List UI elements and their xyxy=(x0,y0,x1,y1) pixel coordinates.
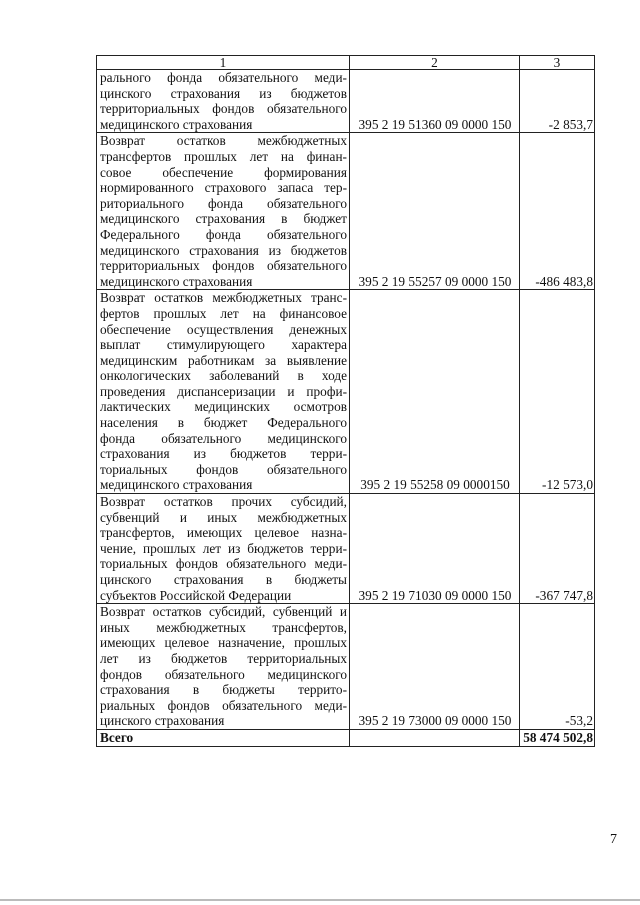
column-header: 3 xyxy=(520,56,595,70)
description-line: медицинского страхования xyxy=(100,116,253,132)
row-description xyxy=(97,604,350,730)
description-line: страхования в бюджеты террито- xyxy=(100,682,347,698)
description-line: цинского страхования из бюджетов xyxy=(100,85,347,101)
row-amount: -53,2 xyxy=(520,604,595,730)
row-amount: -12 573,0 xyxy=(520,290,595,494)
row-amount: -367 747,8 xyxy=(520,494,595,604)
description-line: медицинского страхования в бюджет xyxy=(100,211,347,227)
description-line: обеспечение осуществления денежных xyxy=(100,321,347,337)
description-line: фонда обязательного медицинского xyxy=(100,430,347,446)
table-row xyxy=(97,290,595,494)
row-description xyxy=(97,70,350,133)
description-line: медицинским работникам за выявление xyxy=(100,352,347,368)
description-line: чение, прошлых лет из бюджетов терри- xyxy=(100,540,347,556)
description-line: страхования из бюджетов терри- xyxy=(100,446,347,462)
row-code: 395 2 19 51360 09 0000 150 xyxy=(350,70,520,133)
description-line: Возврат остатков межбюджетных транс- xyxy=(100,290,347,306)
description-line: трансфертов, имеющих целевое назна- xyxy=(100,525,347,541)
description-line: нормированного страхового запаса тер- xyxy=(100,180,347,196)
description-line: фертов прошлых лет на финансовое xyxy=(100,305,347,321)
description-line: лет из бюджетов территориальных xyxy=(100,650,347,666)
description-line: медицинского страхования из бюджетов xyxy=(100,242,347,258)
page-number: 7 xyxy=(610,832,617,847)
description-line: имеющих целевое назначение, прошлых xyxy=(100,635,347,651)
total-label: Всего xyxy=(97,729,350,746)
description-line: цинского страхования xyxy=(100,713,225,729)
total-code xyxy=(350,729,520,746)
row-amount: -486 483,8 xyxy=(520,133,595,290)
column-header: 1 xyxy=(97,56,350,70)
description-line: онкологических заболеваний в ходе xyxy=(100,368,347,384)
row-code: 395 2 19 55258 09 0000150 xyxy=(350,290,520,494)
description-line: медицинского страхования xyxy=(100,477,253,493)
table-row xyxy=(97,133,595,290)
description-line: территориальных фондов обязательного xyxy=(100,258,347,274)
table-row xyxy=(97,604,595,730)
description-line: Возврат остатков прочих субсидий, xyxy=(100,494,347,510)
budget-table xyxy=(96,55,595,747)
description-line: Федерального фонда обязательного xyxy=(100,226,347,242)
description-line: совое обеспечение формирования xyxy=(100,164,347,180)
row-amount: -2 853,7 xyxy=(520,70,595,133)
description-line: медицинского страхования xyxy=(100,273,253,289)
total-amount: 58 474 502,8 xyxy=(520,729,595,746)
description-line: ториальных фондов обязательного меди- xyxy=(100,556,347,572)
column-header: 2 xyxy=(350,56,520,70)
description-line: цинского страхования в бюджеты xyxy=(100,572,347,587)
description-line: территориальных фондов обязательного xyxy=(100,101,347,117)
description-line: Возврат остатков субсидий, субвенций и xyxy=(100,604,347,620)
description-line: фондов обязательного медицинского xyxy=(100,666,347,682)
description-line: проведения диспансеризации и профи- xyxy=(100,383,347,399)
description-line: Возврат остатков межбюджетных xyxy=(100,133,347,149)
row-code: 395 2 19 71030 09 0000 150 xyxy=(350,494,520,604)
description-line: субъектов Российской Федерации xyxy=(100,587,292,603)
description-line: трансфертов прошлых лет на финан- xyxy=(100,148,347,164)
row-description xyxy=(97,290,350,494)
row-code: 395 2 19 55257 09 0000 150 xyxy=(350,133,520,290)
description-line: субвенций и иных межбюджетных xyxy=(100,509,347,525)
description-line: выплат стимулирующего характера xyxy=(100,337,347,353)
table-header-row xyxy=(97,56,595,70)
row-code: 395 2 19 73000 09 0000 150 xyxy=(350,604,520,730)
description-line: ториальных фондов обязательного xyxy=(100,461,347,477)
description-line: риториального фонда обязательного xyxy=(100,195,347,211)
row-description xyxy=(97,133,350,290)
description-line: риальных фондов обязательного меди- xyxy=(100,697,347,713)
description-line: населения в бюджет Федерального xyxy=(100,415,347,431)
table-row xyxy=(97,494,595,604)
description-line: лактических медицинских осмотров xyxy=(100,399,347,415)
row-description xyxy=(97,494,350,604)
total-row xyxy=(97,729,595,746)
description-line: иных межбюджетных трансфертов, xyxy=(100,619,347,635)
description-line: рального фонда обязательного меди- xyxy=(100,70,347,85)
table-row xyxy=(97,70,595,133)
bottom-rule xyxy=(0,899,640,901)
